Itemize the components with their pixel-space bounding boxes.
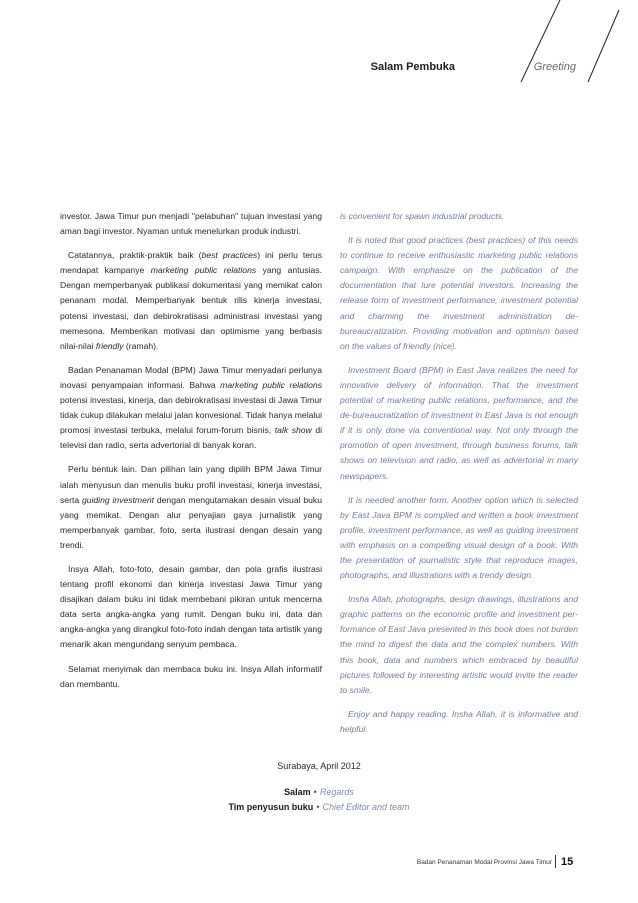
paragraph: Perlu bentuk lain. Dan pilihan lain yang dipilih BPM Jawa Timur ialah menyusun dan menulis buku profil investasi, kinerja investasi, serta guiding investment dengan mengutamakan desain visual buku yang memikat. Dengan alur penyajian gaya jurnalistik yang memperbanyak gambar, foto, serta ilustrasi dengan desain yang trendi.	[60, 464, 322, 550]
italic-term: talk show	[274, 425, 312, 436]
italic-term: marketing public relations	[150, 265, 257, 276]
salam-label: Salam	[284, 787, 311, 797]
paragraph: is convenient for spawn industrial products.	[340, 211, 505, 221]
separator-dot: •	[316, 802, 320, 812]
indonesian-text-column	[60, 209, 322, 701]
paragraph: It is needed another form. Another option which is selected by East Java BPM is complied and written a book investment profile, investment performance, as well as guiding investment with emphasis on a compelling visual design of a book. With the presentation of journalistic style that reproduce images, photographs, and illustrations with a trendy design.	[340, 494, 578, 581]
paragraph: Insha Allah, photographs, design drawings, illustrations and graphic patterns on the economic profile and investment per-formance of East Java presented in this book does not burden the mind to digest the data and the complex numbers. With this book, data and numbers which embraced by beautiful pictures followed by interesting artistic would invite the reader to smile.	[340, 594, 578, 695]
page-number: 15	[561, 856, 574, 868]
italic-term: guiding investment	[81, 494, 155, 505]
closing-team-line	[0, 802, 638, 812]
paragraph: Investment Board (BPM) in East Java realizes the need for innovative delivery of information. That the investment potential of marketing public relations, performance, and the de-bureaucratization of investment in East Java is not enough if it is only done via conventional way. Not only through the promotion of open investment, through business forums, talk shows on television and radio, as well as advertorial in many newspapers.	[340, 364, 578, 481]
paragraph: It is noted that good practices (best practices) of this needs to continue to receive enthusiastic marketing public relations campaign. With emphasize on the publication of the documentation that lure potential investors. Increasing the release form of investment performance, investment potential and charming the investment administration de-bureaucratization. Providing motivation and optimism based on the values of friendly (nice).	[340, 235, 578, 351]
paragraph: Badan Penanaman Modal (BPM) Jawa Timur menyadari perlunya inovasi penyampaian informasi. Bahwa marketing public relations potensi investasi, kinerja, dan debirokratisasi investasi di Jawa Timur tidak cukup dilakukan melalui jalan konvesional. Tidak hanya melalui promosi investasi terbuka, melalui forum-forum bisnis, talk show di televisi dan radio, serta advertorial di banyak koran.	[60, 364, 323, 451]
place-date: Surabaya, April 2012	[277, 761, 361, 771]
paragraph: Enjoy and happy reading. Insha Allah, it is informative and helpful.	[340, 708, 578, 734]
separator-dot: •	[313, 787, 317, 797]
italic-term: marketing public relations	[220, 379, 322, 390]
paragraph: Catatannya, praktik-praktik baik (best practices) ini perlu terus mendapat kampanye marketing public relations yang antusias. Dengan memperbanyak publikasi dokumentasi yang memikat calon penanam modal. Memperbanyak bentuk rilis kinerja investasi, potensi investasi, dan debirokratisasi administrasi investasi yang memesona. Memberikan motivasi dan optimisme yang berbasis nilai-nilai friendly (ramah).	[60, 250, 323, 351]
english-text-column	[340, 209, 578, 746]
italic-term: best practices	[201, 250, 258, 261]
section-subtitle: Greeting	[533, 61, 576, 73]
section-title: Salam Pembuka	[370, 61, 455, 73]
salam-english: Regards	[319, 787, 354, 797]
closing-salam-line	[0, 787, 638, 797]
paragraph: Selamat menyimak dan membaca buku ini. Insya Allah informatif dan membantu.	[60, 663, 322, 689]
footer-divider	[555, 855, 556, 868]
team-label: Tim penyusun buku	[228, 802, 314, 812]
team-english: Chief Editor and team	[322, 802, 410, 812]
italic-term: friendly	[95, 340, 124, 351]
footer-agency: Badan Penanaman Modal Provinsi Jawa Timur	[416, 859, 552, 866]
paragraph: Insya Allah, foto-foto, desain gambar, dan pola grafis ilustrasi tentang profil ekonomi dan kinerja investasi Jawa Timur yang disajikan dalam buku ini tidak membebani pikiran untuk mencerna data serta angka-angka yang rumit. Dengan buku ini, data dan angka-angka yang dirangkul foto-foto indah dengan tata artistik yang menarik akan mengundang senyum pembaca.	[60, 563, 322, 650]
closing-place-date	[0, 761, 638, 771]
paragraph: investor. Jawa Timur pun menjadi "pelabuhan" tujuan investasi yang aman bagi investor. Nyaman untuk menelurkan produk industri.	[60, 211, 322, 237]
